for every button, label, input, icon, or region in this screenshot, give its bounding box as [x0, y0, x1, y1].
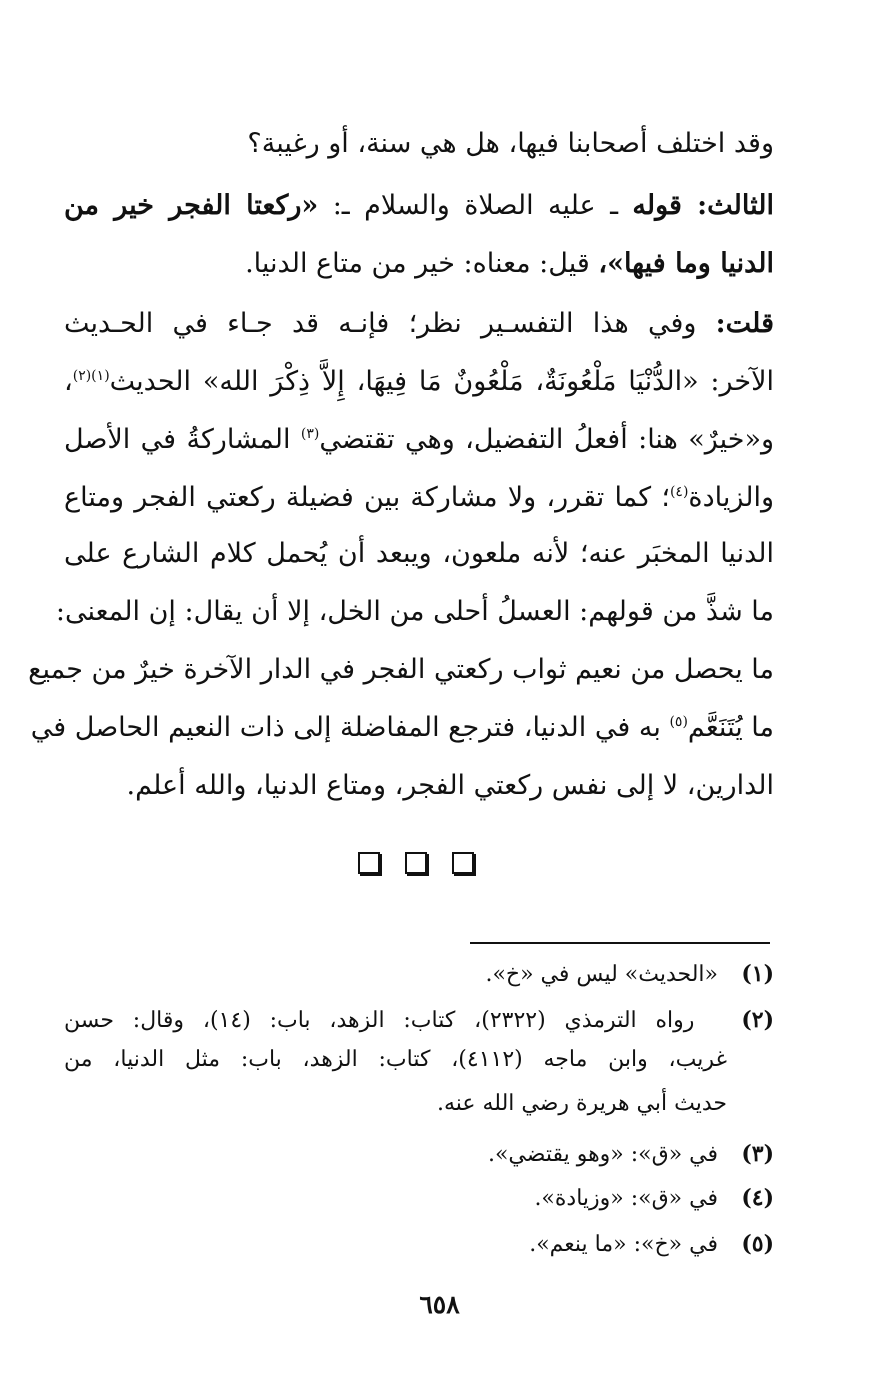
body-line-6: و«خيرٌ» هنا: أفعلُ التفضيل، وهي تقتضي$^{(٣)}$ المشاركةُ في الأصل: [64, 424, 775, 455]
body-line-2: الثالث: قوله ـ عليه الصلاة والسلام ـ: «ركعتا الفجر خير من: [64, 190, 774, 221]
footnote-2: (٢) رواه الترمذي (٢٣٢٢)، كتاب: الزهد، باب: (١٤)، وقال: حسن: [64, 1007, 774, 1033]
section-separator-square-icon: [358, 852, 380, 874]
footnote-ref: (٣): [300, 426, 320, 442]
body-line-11: ما يُتَنَعَّم$^{(٥)}$ به في الدنيا، فترجع المفاضلة إلى ذات النعيم الحاصل في: [30, 712, 774, 743]
footnote-3: (٣) في «ق»: «وهو يقتضي».: [487, 1141, 774, 1167]
page-number: ٦٥٨: [419, 1290, 460, 1319]
section-separator-square-icon: [452, 852, 474, 874]
section-separator-square-icon: [405, 852, 427, 874]
footnote-rule: [470, 942, 770, 944]
footnote-ref: (١)(٢): [72, 368, 110, 384]
body-line-8: الدنيا المخبَر عنه؛ لأنه ملعون، ويبعد أن يُحمل كلام الشارع على: [64, 538, 774, 569]
body-line-1: وقد اختلف أصحابنا فيها، هل هي سنة، أو رغيبة؟: [247, 128, 774, 159]
footnote-4: (٤) في «ق»: «وزيادة».: [534, 1185, 774, 1211]
body-line-3: الدنيا وما فيها»، قيل: معناه: خير من متاع الدنيا.: [245, 248, 774, 279]
footnote-ref: (٥): [669, 714, 688, 730]
body-line-5: الآخر: «الدُّنْيَا مَلْعُونَةٌ، مَلْعُونٌ مَا فِيهَا، إِلاَّ ذِكْرَ الله» الحديث$^{(١)(٢)}$،: [64, 366, 774, 397]
body-line-9: ما شذَّ من قولهم: العسلُ أحلى من الخل، إلا أن يقال: إن المعنى:: [55, 596, 774, 627]
footnote-5: (٥) في «خ»: «ما ينعم».: [529, 1231, 774, 1257]
footnote-1: (١) «الحديث» ليس في «خ».: [485, 961, 774, 987]
footnote-2-line-3: حديث أبي هريرة رضي الله عنه.: [436, 1091, 727, 1116]
body-line-10: ما يحصل من نعيم ثواب ركعتي الفجر في الدار الآخرة خيرٌ من جميع: [28, 654, 774, 685]
footnote-2-line-2: غريب، وابن ماجه (٤١١٢)، كتاب: الزهد، باب: مثل الدنيا، من: [64, 1047, 727, 1072]
body-line-12: الدارين، لا إلى نفس ركعتي الفجر، ومتاع الدنيا، والله أعلم.: [126, 770, 774, 801]
body-line-7: والزيادة$^{(٤)}$؛ كما تقرر، ولا مشاركة بين فضيلة ركعتي الفجر ومتاع: [64, 482, 774, 513]
footnote-ref: (٤): [669, 484, 689, 500]
body-line-4: قلت: وفي هذا التفسـير نظر؛ فإنـه قد جـاء في الحـديث: [64, 308, 774, 339]
